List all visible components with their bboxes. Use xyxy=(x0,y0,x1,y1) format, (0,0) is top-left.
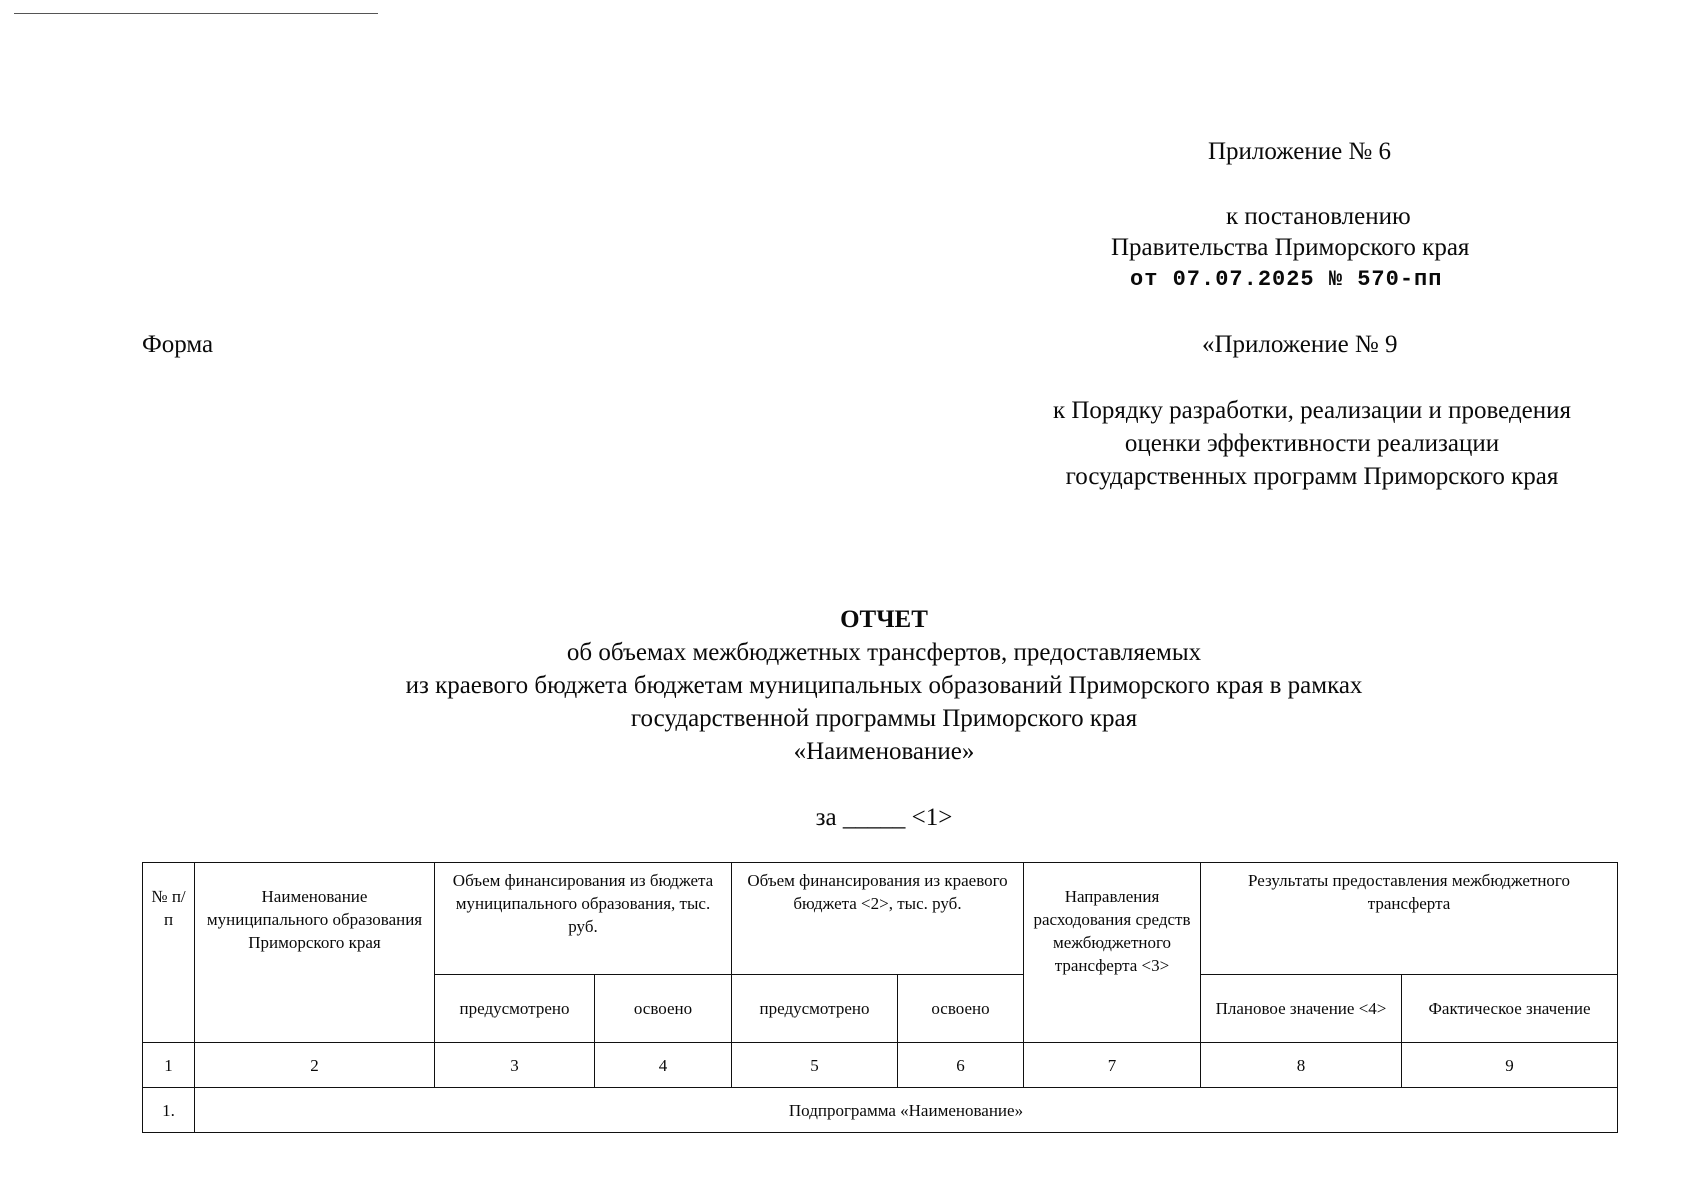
report-title-line-1: об объемах межбюджетных трансфертов, предоставляемых xyxy=(566,639,1202,666)
header-regional-budget: Объем финансирования из краевого бюджета <2>, тыс. руб. xyxy=(732,863,1024,975)
column-number: 6 xyxy=(898,1043,1024,1088)
to-resolution: к постановлению xyxy=(1226,203,1411,230)
header-num: № п/п xyxy=(143,863,195,1043)
column-number-row xyxy=(143,1043,1618,1088)
appendix-title: Приложение № 6 xyxy=(1208,138,1392,165)
header-directions: Направления расходования средств межбюджетного трансферта <3> xyxy=(1024,863,1201,1043)
header-planned-regional: предусмотрено xyxy=(732,975,898,1043)
header-plan-value: Плановое значение <4> xyxy=(1201,975,1402,1043)
report-title-line-4: «Наименование» xyxy=(793,738,975,765)
header-fact-value: Фактическое значение xyxy=(1402,975,1618,1043)
report-heading: ОТЧЕТ xyxy=(840,606,928,633)
report-title-line-2: из краевого бюджета бюджетам муниципальных образований Приморского края в рамках xyxy=(405,672,1363,699)
form-label: Форма xyxy=(142,331,214,358)
header-municipality: Наименование муниципального образования Приморского края xyxy=(195,863,435,1043)
subprogram-row xyxy=(143,1088,1618,1133)
order-line-2: оценки эффективности реализации xyxy=(1124,430,1500,457)
column-number: 7 xyxy=(1024,1043,1201,1088)
header-planned-municipal: предусмотрено xyxy=(435,975,595,1043)
column-number: 5 xyxy=(732,1043,898,1088)
report-title-line-3: государственной программы Приморского края xyxy=(630,705,1138,732)
column-number: 9 xyxy=(1402,1043,1618,1088)
top-scan-rule xyxy=(14,13,378,14)
column-number: 8 xyxy=(1201,1043,1402,1088)
appendix-9: «Приложение № 9 xyxy=(1202,331,1398,358)
date-number-stamp: от 07.07.2025 № 570-пп xyxy=(1130,267,1443,292)
column-number: 4 xyxy=(595,1043,732,1088)
subprogram-label: Подпрограмма «Наименование» xyxy=(195,1088,1618,1133)
header-municipal-budget: Объем финансирования из бюджета муниципального образования, тыс. руб. xyxy=(435,863,732,975)
header-results: Результаты предоставления межбюджетного трансферта xyxy=(1201,863,1618,975)
order-line-1: к Порядку разработки, реализации и проведения xyxy=(1052,397,1572,424)
column-number: 2 xyxy=(195,1043,435,1088)
order-line-3: государственных программ Приморского края xyxy=(1065,463,1559,490)
header-spent-regional: освоено xyxy=(898,975,1024,1043)
government-name: Правительства Приморского края xyxy=(1111,234,1470,261)
column-number: 1 xyxy=(143,1043,195,1088)
transfers-table xyxy=(142,862,1618,1133)
header-row-1 xyxy=(143,863,1618,975)
column-number: 3 xyxy=(435,1043,595,1088)
report-period: за _____ <1> xyxy=(815,804,953,831)
subprogram-num: 1. xyxy=(143,1088,195,1133)
header-spent-municipal: освоено xyxy=(595,975,732,1043)
